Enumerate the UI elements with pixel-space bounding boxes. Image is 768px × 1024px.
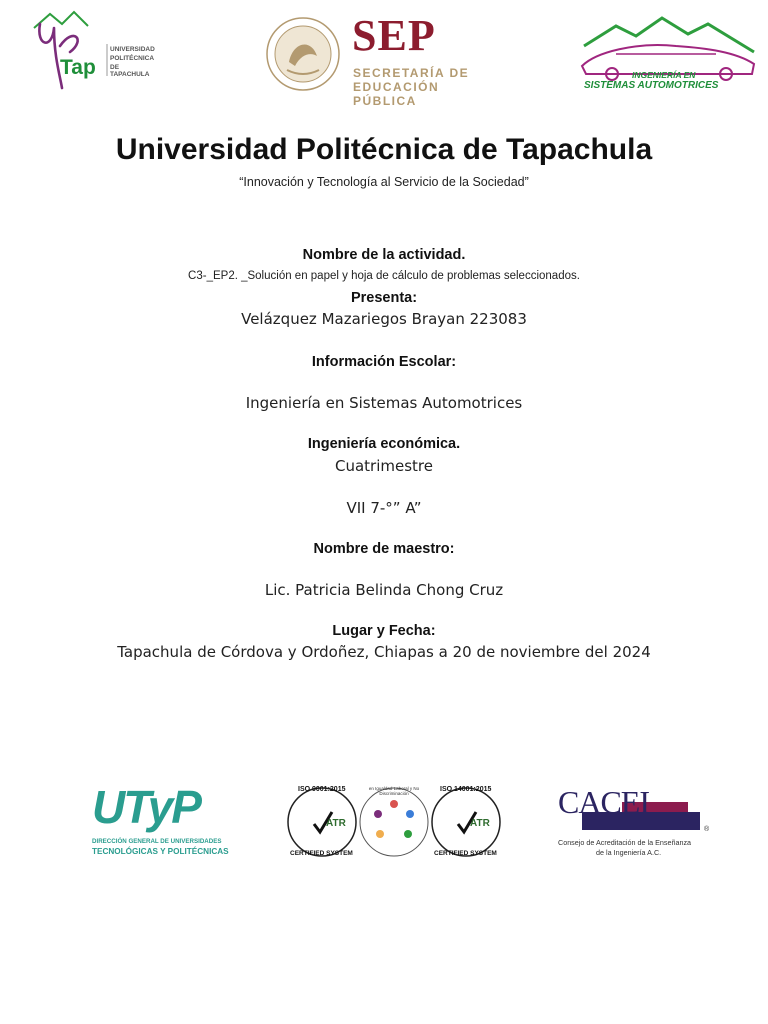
cacei-reg: ® xyxy=(704,826,710,833)
automotrices-logo xyxy=(576,12,758,96)
mexico-seal-icon xyxy=(265,12,345,96)
iso-9001-text: ISO 9001:2015 xyxy=(298,786,346,793)
subject-label: Ingeniería económica. xyxy=(307,436,461,452)
utp-name: UTyP xyxy=(92,781,200,833)
university-motto: “Innovación y Tecnología al Servicio de la Sociedad” xyxy=(239,175,529,189)
sep-line-2: EDUCACIÓN PÚBLICA xyxy=(353,80,440,108)
uptap-line-1: UNIVERSIDAD xyxy=(110,46,155,53)
sep-name: SEP xyxy=(352,11,436,60)
utp-line-2: TECNOLÓGICAS Y POLITÉCNICAS xyxy=(92,847,229,856)
presenter-label: Presenta: xyxy=(350,290,418,306)
cacei-logo xyxy=(556,786,712,860)
place-date-label: Lugar y Fecha: xyxy=(332,623,436,639)
activity-label: Nombre de la actividad. xyxy=(302,247,466,263)
iso-atr-right: ATR xyxy=(470,818,490,829)
iso-certified-left: CERTIFIED SYSTEM xyxy=(290,850,353,857)
iso-badges xyxy=(286,780,502,864)
teacher-label: Nombre de maestro: xyxy=(313,541,455,557)
teacher-value: Lic. Patricia Belinda Chong Cruz xyxy=(264,581,504,599)
cacei-line-1: Consejo de Acreditación de la Enseñanza xyxy=(558,838,692,847)
activity-value: C3-_EP2. _Solución en papel y hoja de cálculo de problemas seleccionados. xyxy=(188,270,580,282)
cacei-line-2: de la Ingeniería A.C. xyxy=(596,848,662,857)
utp-logo xyxy=(92,781,234,862)
school-info-value: Ingeniería en Sistemas Automotrices xyxy=(245,394,523,412)
iso-atr-left: ATR xyxy=(326,818,346,829)
sep-line-1: SECRETARÍA DE xyxy=(353,66,470,80)
sep-logo xyxy=(265,11,505,108)
iso-certified-right: CERTIFIED SYSTEM xyxy=(434,850,497,857)
uptap-tap-text: Tap xyxy=(60,56,96,79)
utp-line-1: DIRECCIÓN GENERAL DE UNIVERSIDADES xyxy=(92,838,222,845)
iso-14001-text: ISO 14001:2015 xyxy=(440,786,492,793)
automotrices-line-2: SISTEMAS AUTOMOTRICES xyxy=(584,80,719,91)
place-date-value: Tapachula de Córdova y Ordoñez, Chiapas a 20 de noviembre del 2024 xyxy=(117,643,651,661)
uptap-line-3: DE TAPACHULA xyxy=(110,64,150,78)
iso-middle-text: en Igualdad Laboral y No Discriminación xyxy=(368,786,420,796)
term-value: VII 7-°” A” xyxy=(346,499,422,517)
uptap-line-2: POLITÉCNICA xyxy=(110,55,155,62)
school-info-label: Información Escolar: xyxy=(311,354,457,370)
uptap-logo xyxy=(30,6,160,96)
term-label: Cuatrimestre xyxy=(335,457,433,475)
cacei-name: CACEI xyxy=(558,784,649,820)
university-title: Universidad Politécnica de Tapachula xyxy=(115,133,653,166)
presenter-value: Velázquez Mazariegos Brayan 223083 xyxy=(241,310,527,328)
automotrices-line-1: INGENIERÍA EN xyxy=(632,70,696,80)
